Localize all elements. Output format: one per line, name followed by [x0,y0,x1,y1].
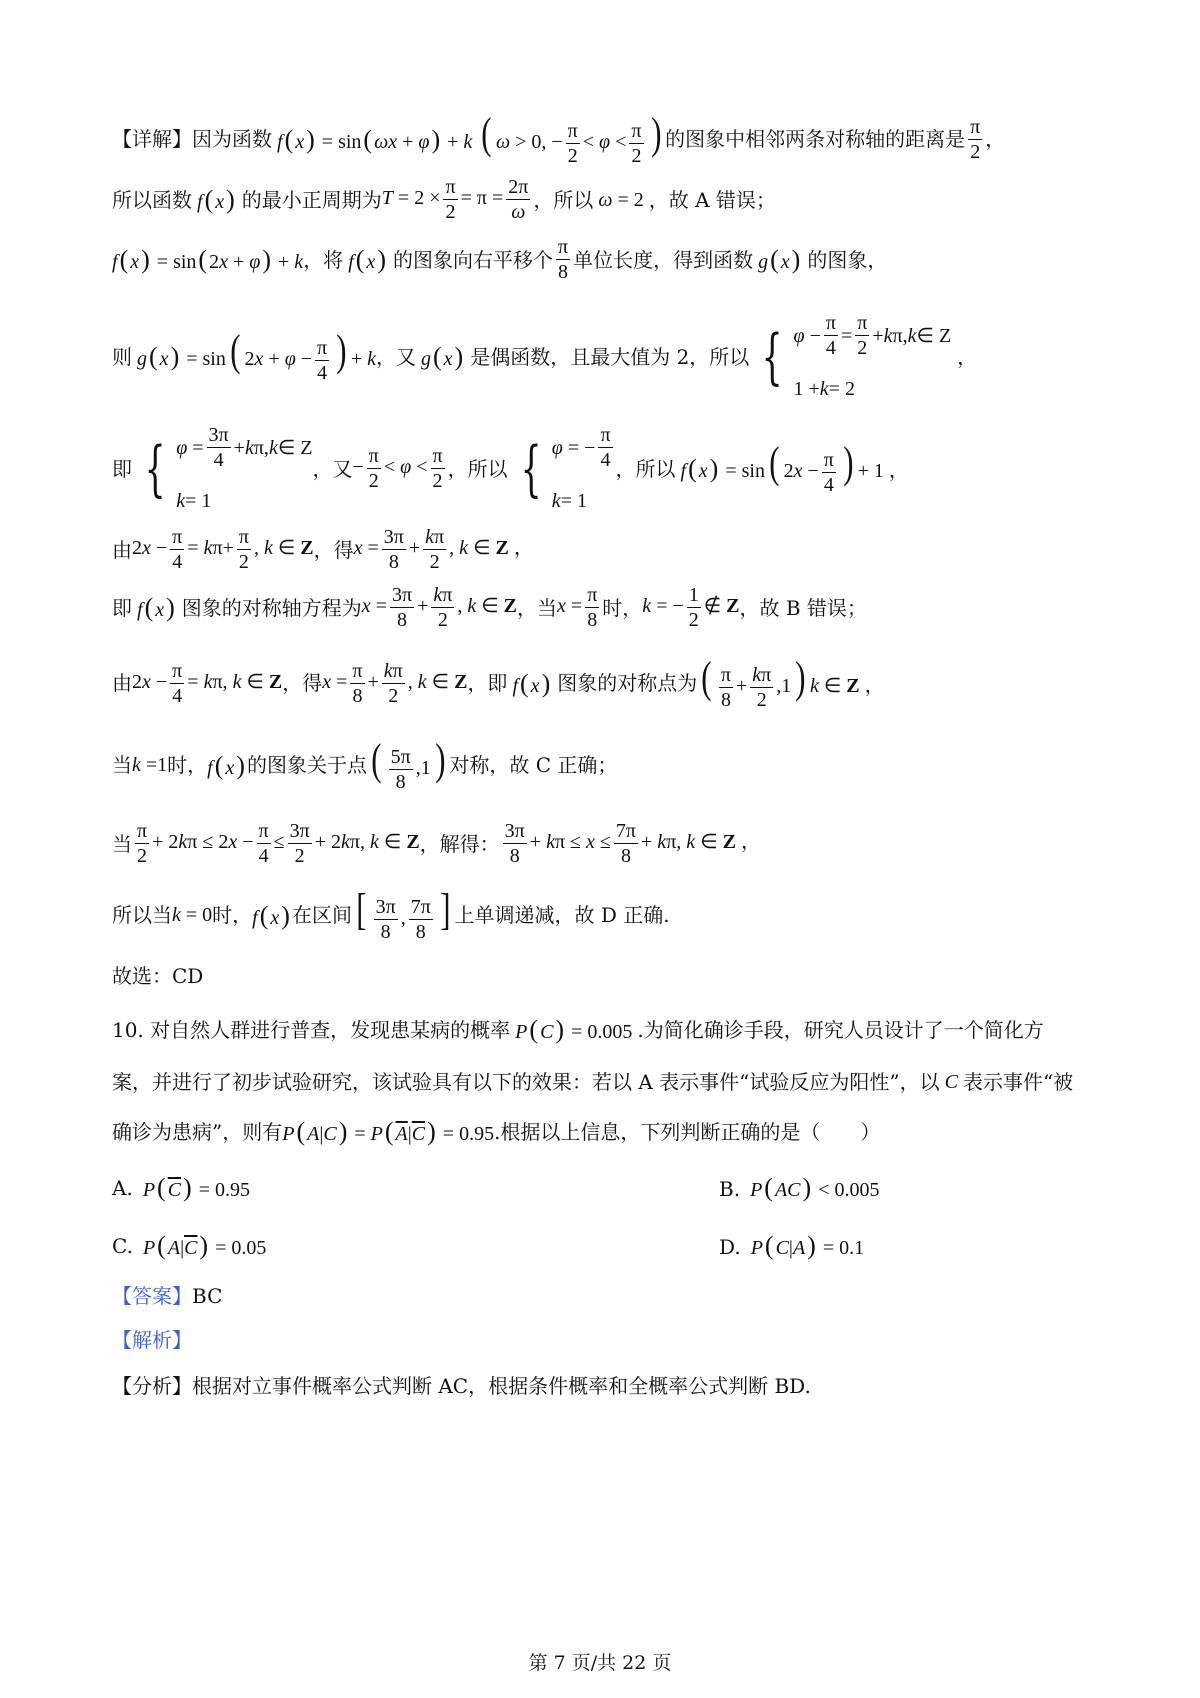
question-10-line-1 [112,1014,1104,1045]
text: 由 [112,537,132,562]
line-11 [112,885,1104,943]
brace: { [761,321,783,392]
text: 对自然人群进行普查，发现患某病的概率 [150,1017,511,1042]
text: 的最小正周期为 [241,187,382,212]
text: 当 [112,831,132,856]
formula: ( $\frac{5\pi}{8}$ ,1) [371,735,446,793]
text: 当 [112,753,132,778]
formula: x = $\frac{3\pi}{8}$ + $\frac{k\pi}{2}$ , k ∈ Z ， [353,526,534,573]
option-c-label: C. [112,1233,133,1258]
text: ，当 [517,595,558,620]
formula: 2x − $\frac{\pi}{4}$ = kπ+ $\frac{\pi}{2}$ , k ∈ Z [132,526,314,573]
formula: f( x) [512,668,551,698]
formula: − $\frac{\pi}{2}$ < φ < $\frac{\pi}{2}$ [352,445,443,492]
text: 时， [167,753,208,778]
page-footer: 第 7 页/共 22 页 [528,1652,672,1674]
text: 图象的对称轴方程为 [181,595,362,620]
formula: f( x) [197,184,235,214]
line-2 [112,176,1104,223]
text: 由 [112,671,132,696]
line-1: 【详解】 因为函数 f( x) = sin( ωx + φ) + k ( ω > 0, − $\frac{\pi}{2}$ < φ < $\frac{\pi}{2}$ ) 的图象中相邻两条对称轴的距离是 $\frac{\pi}{2}$ ， [112,109,1006,167]
text: 图象的对称点为 [557,671,698,696]
formula: k =1 [132,754,168,777]
formula: $\frac{\pi}{8}$ [557,236,569,283]
text: 即 [112,595,132,620]
text: 上单调递减，故 D 正确. [454,903,670,928]
text: ，解得： [419,831,500,856]
formula: P( A|C) = P( $\overline{A}|\overline{C}) = 0.95$ [282,1117,495,1146]
option-a-formula: P( $\overline{C}) = 0.95$ [142,1173,250,1202]
text: 即 [112,456,132,481]
option-d-label: D. [719,1235,741,1259]
formula: x = $\frac{\pi}{8}$ + $\frac{k\pi}{2}$ , k ∈ Z [322,659,468,707]
text: ，故 A 错误； [648,187,776,212]
formula: k = − $\frac{1}{2}$ ∉ Z [642,584,740,631]
analysis-label: 【解析】 [112,1328,192,1352]
formula: f( x) = sin( 2x + φ) + k [112,244,304,274]
formula: f( x) [348,244,386,274]
text: .根据以上信息，下列判断正确的是（ ） [494,1119,881,1144]
line-6 [112,526,1104,573]
fenxi-text: 根据对立事件概率公式判断 AC，根据条件概率和全概率公式判断 BD. [192,1374,811,1398]
line-4: 则 g( x) = sin( 2x + φ − $\frac{\pi}{4}$ ) + k ，又 g( x) 是偶函数，且最大值为 2，所以 { φ − $\frac{\pi}{4}$ = $\frac{\pi}{2}$ + k π, k ∈ Z 1 + k = 2 ， [112,312,978,400]
text: 是偶函数，且最大值为 2，所以 [470,344,750,369]
formula: x = $\frac{3\pi}{8}$ + $\frac{k\pi}{2}$ , k ∈ Z [361,584,518,631]
formula: g( x) [420,341,464,371]
formula: 2x − $\frac{\pi}{4}$ = kπ, k ∈ Z [132,659,283,707]
line-3 [112,236,1104,283]
formula: $\frac{\pi}{2}$ + 2kπ ≤ 2x − $\frac{\pi}{4}$ ≤ $\frac{3\pi}{2}$ + 2kπ, k ∈ Z [137,820,420,867]
line-12 [112,964,1104,988]
text: ，将 [303,247,344,272]
answer-label: 【答案】 [112,1284,192,1308]
analysis-line [112,1328,1104,1352]
text: 故选：CD [112,964,204,988]
option-b-label: B. [719,1177,741,1201]
line-9 [112,735,1104,793]
text: 表示事件“被 [962,1070,1074,1094]
fenxi-label: 【分析】 [112,1374,192,1398]
text: 所以当 [112,903,172,928]
formula-system: φ − $\frac{\pi}{4}$ = $\frac{\pi}{2}$ + k π, k ∈ Z 1 + k = 2 [793,312,952,400]
text: 时， [212,903,253,928]
line-10 [112,820,1104,867]
fenxi-line [112,1374,1104,1398]
brace: { [144,433,166,504]
line-5 [112,424,1104,513]
text: 的图象向右平移个 [392,247,553,272]
text: 的图象， [807,247,888,272]
formula: f( x) [252,900,290,930]
answer-line [112,1284,1104,1308]
option-a-label: A. [112,1175,133,1200]
formula: g( x) [758,244,801,274]
option-b: B. P( AC) < 0.005 [719,1173,880,1202]
formula: P( C) = 0.005 [515,1015,638,1044]
text: .为简化确诊手段，研究人员设计了一个简化方 [637,1017,1044,1042]
formula: k = 0 [172,904,213,927]
line-7 [112,584,1104,631]
text: ，得 [282,671,323,696]
formula: g( x) = sin( 2x + φ − $\frac{\pi}{4}$ ) + k [137,326,376,384]
options-row-1 [112,1172,1104,1203]
text: 案，并进行了初步试验研究，该试验具有以下的效果：若以 A 表示事件“试验反应为阳性”，以 [112,1070,940,1094]
text: 单位长度，得到函数 [573,247,754,272]
text: ，又 [312,456,353,481]
text: 的图象关于点 [246,753,367,778]
formula: T = 2 × $\frac{\pi}{2}$ = π = $\frac{2\pi}{\omega}$ [381,176,529,223]
question-10-line-3 [112,1116,1104,1147]
text: 确诊为患病”，则有 [112,1119,283,1144]
formula: f( x) [137,592,175,622]
text: 的图象中相邻两条对称轴的距离是 [665,127,966,152]
text: 则 [112,344,132,369]
formula: ( $\frac{\pi}{8}$ + $\frac{k\pi}{2}$ ,1) k ∈ Z ， [701,653,885,711]
text: ，故 B 错误； [739,595,867,620]
text: ，又 [375,344,416,369]
text: ，所以 [533,187,594,212]
text: ，得 [313,537,354,562]
formula: $\frac{3\pi}{8}$ + kπ ≤ x ≤ $\frac{7\pi}{8}$ + kπ, k ∈ Z ， [504,820,761,867]
text: 所以函数 [112,187,192,212]
text: ，所以 [447,456,508,481]
brace: { [520,433,542,504]
formula-system: φ = $\frac{3\pi}{4}$ + k π, k ∈ Z k = 1 [176,424,313,512]
option-c-formula: P( $A|\overline{C}) = 0.05$ [142,1231,267,1260]
option-d: D. P( C|A) = 0.1 [719,1231,865,1260]
text: ，即 [467,671,508,696]
question-10-line-2 [112,1070,1104,1094]
formula: ω = 2 [598,188,649,211]
formula: $\frac{\pi}{2}$ [970,115,981,163]
formula: f( x) = sin( ωx + φ) + k ( ω > 0, − $\frac{\pi}{2}$ < φ < $\frac{\pi}{2}$ ) [277,109,661,167]
text: ，所以 [615,456,676,481]
formula-system: φ = − $\frac{\pi}{4}$ k = 1 [551,424,611,512]
formula: f( x) = sin( 2x − $\frac{\pi}{4}$ ) + 1 ， [680,438,909,496]
answer-value: BC [192,1284,223,1308]
formula: [ $\frac{3\pi}{8}$ , $\frac{7\pi}{8}$ ] [356,885,451,943]
options-row-2 [112,1230,1104,1261]
formula: C [939,1071,963,1093]
detail-label: 【详解】 [112,127,192,152]
line-8 [112,653,1104,711]
text: 对称，故 C 正确； [449,753,618,778]
formula: f( x) [207,750,245,780]
text: 在区间 [291,903,352,928]
text: 因为函数 [192,127,272,152]
question-number: 10. [112,1017,144,1042]
text: 时， [602,595,643,620]
formula: x = $\frac{\pi}{8}$ [557,584,598,631]
